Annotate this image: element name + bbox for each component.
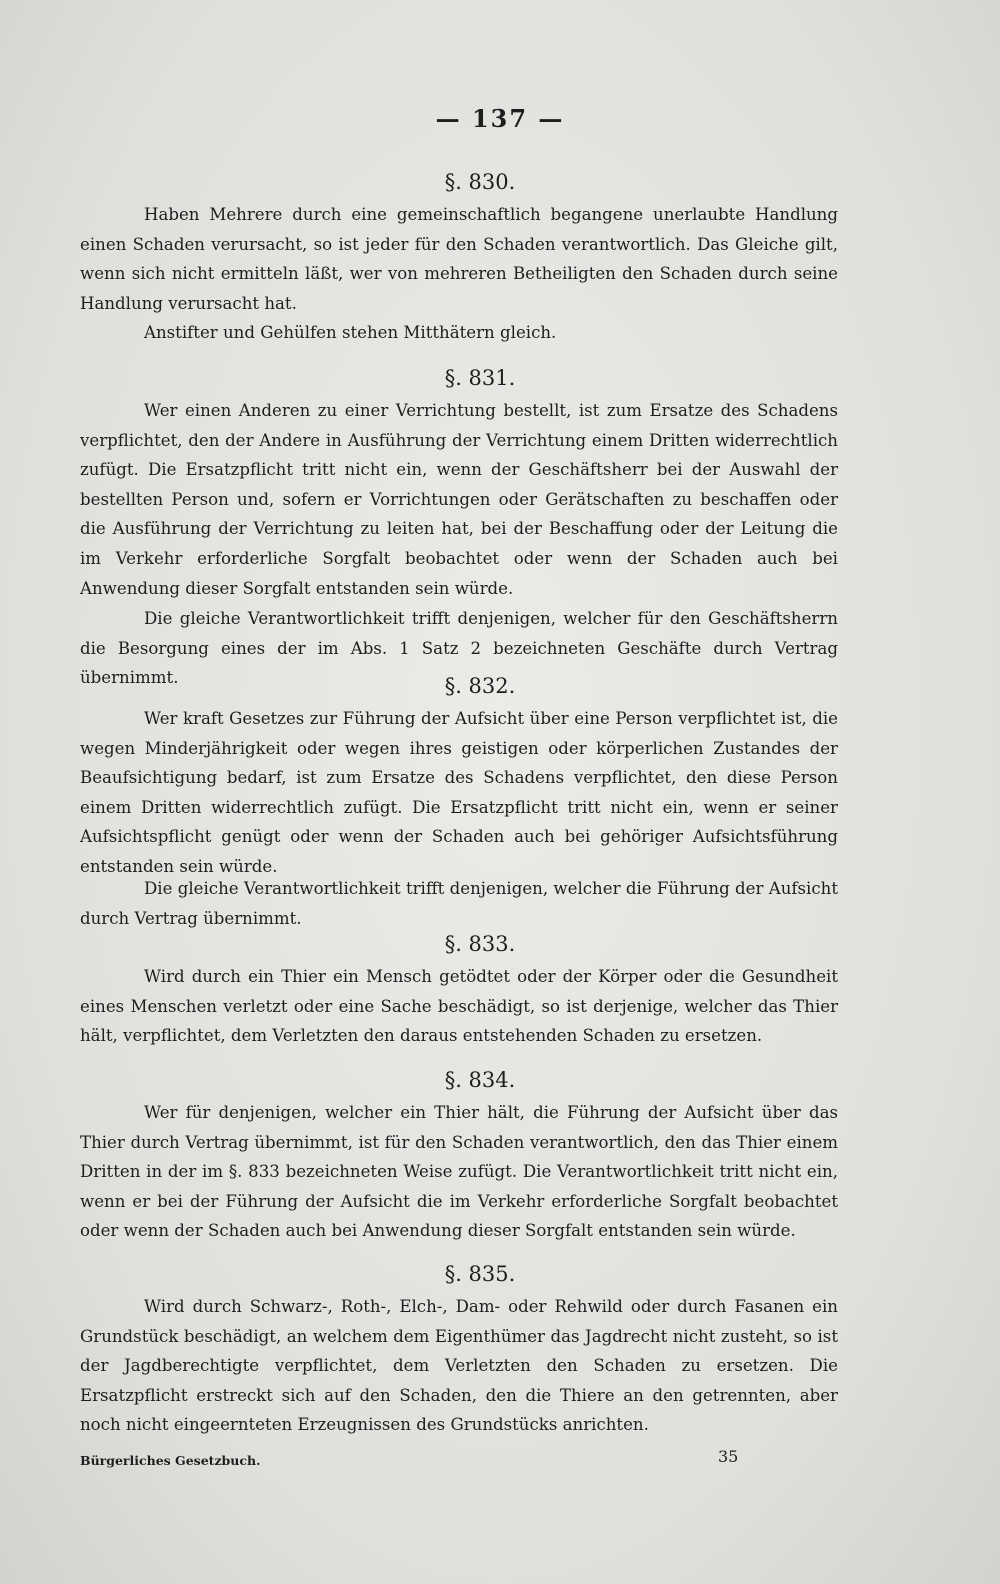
- paragraph-830-1: Haben Mehrere durch eine gemeinschaftlich begangene unerlaubte Handlung einen Schaden verursacht, so ist jeder für den Schaden verantwortlich. Das Gleiche gilt, wenn sich nicht ermitteln läßt, wer von mehreren Betheiligten den Schaden durch seine Handlung verursacht hat.: [80, 205, 838, 313]
- section-heading-832: §. 832.: [444, 674, 516, 698]
- paragraph-832-1: Wer kraft Gesetzes zur Führung der Aufsicht über eine Person verpflichtet ist, die wegen Minderjährigkeit oder wegen ihres geistigen oder körperlichen Zustandes der Beaufsichtigung bedarf, ist zum Ersatze des Schadens verpflichtet, den diese Person einem Dritten widerrechtlich zufügt. Die Ersatzpflicht tritt nicht ein, wenn er seiner Aufsichtspflicht genügt oder wenn der Schaden auch bei gehöriger Aufsichtsführung entstanden sein würde.: [80, 709, 838, 876]
- paragraph-831-1: Wer einen Anderen zu einer Verrichtung bestellt, ist zum Ersatze des Schadens verpflichtet, den der Andere in Ausführung der Verrichtung einem Dritten widerrechtlich zufügt. Die Ersatzpflicht tritt nicht ein, wenn der Geschäftsherr bei der Auswahl der bestellten Person und, sofern er Vorrichtungen oder Gerätschaften zu beschaffen oder die Ausführung der Verrichtung zu leiten hat, bei der Beschaffung oder der Leitung die im Verkehr erforderliche Sorgfalt beobachtet oder wenn der Schaden auch bei Anwendung dieser Sorgfalt entstanden sein würde.: [80, 401, 838, 598]
- paragraph-831-2: Die gleiche Verantwortlichkeit trifft denjenigen, welcher für den Geschäftsherrn die Besorgung eines der im Abs. 1 Satz 2 bezeichneten Geschäfte durch Vertrag übernimmt.: [80, 609, 838, 688]
- paragraph-833-1: Wird durch ein Thier ein Mensch getödtet oder der Körper oder die Gesundheit eines Menschen verletzt oder eine Sache beschädigt, so ist derjenige, welcher das Thier hält, verpflichtet, dem Verletzten den daraus entstehenden Schaden zu ersetzen.: [80, 967, 838, 1046]
- paragraph-830-2: Anstifter und Gehülfen stehen Mitthätern gleich.: [144, 323, 557, 342]
- section-heading-835: §. 835.: [444, 1262, 516, 1286]
- signature-mark: Bürgerliches Gesetzbuch.: [80, 1453, 261, 1468]
- section-heading-833: §. 833.: [444, 932, 516, 956]
- sheet-number: 35: [718, 1447, 739, 1466]
- page-number: — 137 —: [435, 104, 565, 133]
- section-heading-834: §. 834.: [444, 1068, 516, 1092]
- section-heading-831: §. 831.: [444, 366, 516, 390]
- section-heading-830: §. 830.: [444, 170, 516, 194]
- paragraph-832-2: Die gleiche Verantwortlichkeit trifft denjenigen, welcher die Führung der Aufsicht durch Vertrag übernimmt.: [80, 879, 838, 928]
- paragraph-835-1: Wird durch Schwarz-, Roth-, Elch-, Dam- oder Rehwild oder durch Fasanen ein Grundstück beschädigt, an welchem dem Eigenthümer das Jagdrecht nicht zusteht, so ist der Jagdberechtigte verpflichtet, dem Verletzten den Schaden zu ersetzen. Die Ersatzpflicht erstreckt sich auf den Schaden, den die Thiere an den getrennten, aber noch nicht eingeernteten Erzeugnissen des Grundstücks anrichten.: [80, 1297, 838, 1435]
- paragraph-834-1: Wer für denjenigen, welcher ein Thier hält, die Führung der Aufsicht über das Thier durch Vertrag übernimmt, ist für den Schaden verantwortlich, den das Thier einem Dritten in der im §. 833 bezeichneten Weise zufügt. Die Verantwortlichkeit tritt nicht ein, wenn er bei der Führung der Aufsicht die im Verkehr erforderliche Sorgfalt beobachtet oder wenn der Schaden auch bei Anwendung dieser Sorgfalt entstanden sein würde.: [80, 1103, 838, 1241]
